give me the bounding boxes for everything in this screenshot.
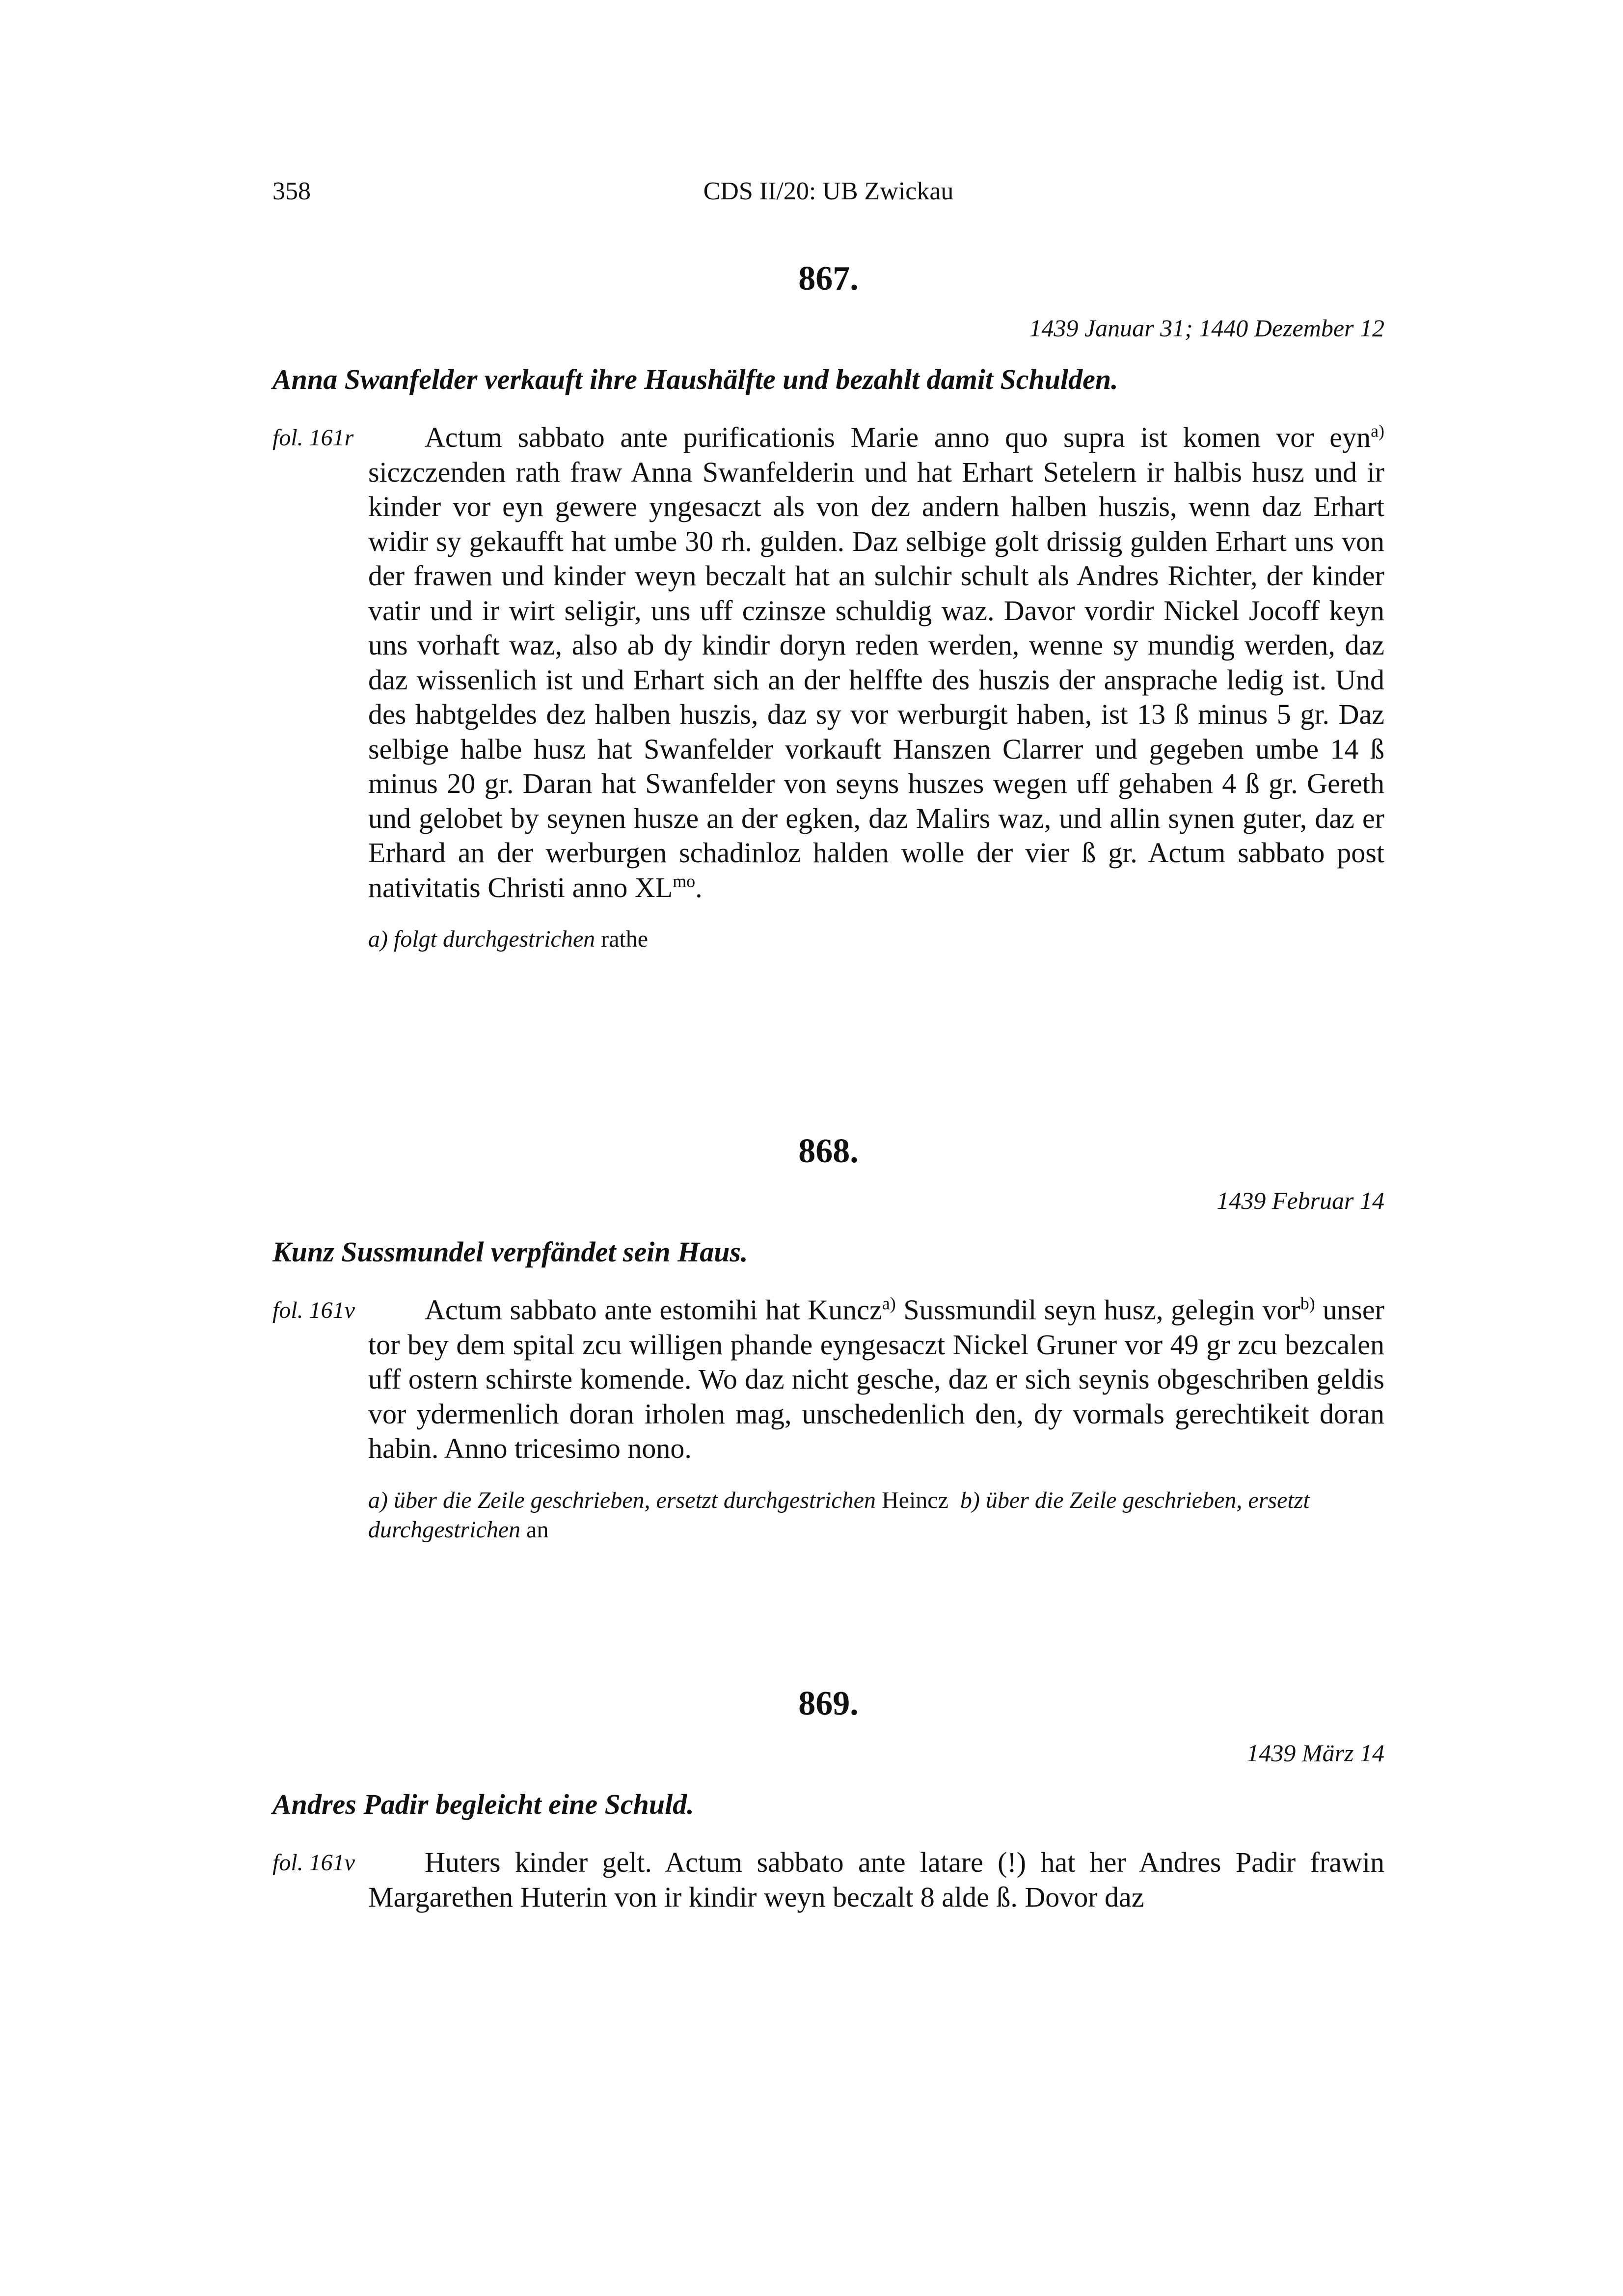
- entry-text: [368, 1293, 1384, 1466]
- document-entry-869: [272, 1684, 1384, 1914]
- text-segment: Actum sabbato ante estomihi hat Kuncz: [425, 1294, 882, 1326]
- entry-date: 1439 Februar 14: [1217, 1187, 1384, 1214]
- footnote: [368, 925, 1384, 954]
- entry-number: 868.: [798, 1132, 859, 1170]
- entry-text: Huters kinder gelt. Actum sabbato ante latare (!) hat her Andres Padir frawin Margarethen Huterin von ir kindir weyn beczalt 8 alde ß. Dovor daz: [368, 1846, 1384, 1913]
- entry-number: 867.: [798, 260, 859, 298]
- text-segment: Actum sabbato ante purificationis Marie anno quo supra ist komen vor eyn: [425, 421, 1371, 453]
- footnote-marker: a): [1371, 421, 1384, 441]
- footnote-label: a) über die Zeile geschrieben, ersetzt durchgestrichen: [368, 1487, 876, 1513]
- footnote-word: an: [526, 1516, 549, 1543]
- footnote: [368, 1486, 1384, 1545]
- footnote-marker: b): [1300, 1293, 1315, 1313]
- footnote-word: rathe: [601, 926, 649, 952]
- text-segment: siczczenden rath fraw Anna Swanfelderin und hat Erhart Setelern ir halbis husz und ir kinder vor eyn gewere yngesaczt als von dez andern halben huszis, wenn daz Erhart widir sy gekaufft hat umbe 30 rh. gulden. Daz selbige golt drissig gulden Erhart uns von der frawen und kinder weyn beczalt hat an sulchir schult als Andres Richter, der kinder vatir und ir wirt seligir, uns uff czinsze schuldig waz. Davor vordir Nickel Jocoff keyn uns vorhaft waz, also ab dy kindir doryn reden werden, wenne sy mundig werden, daz daz wissenlich ist und Erhart sich an der helffte des huszis der ansprache ledig ist. Und des habtgeldes dez halben huszis, daz sy vor werburgit haben, ist 13 ß minus 5 gr. Daz selbige halbe husz hat Swanfelder vorkauft Hanszen Clarrer und gegeben umbe 14 ß minus 20 gr. Daran hat Swanfelder von seyns huszes wegen uff gehaben 4 ß gr. Gereth und gelobet by seynen husze an der egken, daz Malirs waz, und allin synen guter, daz er Erhard an der werburgen schadinloz halden wolle der vier ß gr. Actum sabbato post nativitatis Christi anno XL: [368, 456, 1384, 903]
- entry-title: Kunz Sussmundel verpfändet sein Haus.: [272, 1236, 748, 1268]
- footnote-label: a) folgt durchgestrichen: [368, 926, 595, 952]
- footnote-label: b) über die Zeile geschrieben, ersetzt durchgestrichen: [368, 1487, 1310, 1543]
- entry-body: [272, 420, 1384, 905]
- folio-reference: fol. 161r: [272, 425, 354, 451]
- text-segment: .: [695, 871, 703, 903]
- text-segment: Sussmundil seyn husz, gelegin vor: [895, 1294, 1300, 1326]
- entry-title: Anna Swanfelder verkauft ihre Haushälfte und bezahlt damit Schulden.: [272, 363, 1118, 395]
- folio-reference: fol. 161v: [272, 1850, 355, 1876]
- entry-date: 1439 März 14: [1246, 1739, 1384, 1767]
- entry-title: Andres Padir begleicht eine Schuld.: [272, 1788, 694, 1820]
- entry-body: [272, 1845, 1384, 1914]
- page-number: 358: [272, 177, 311, 205]
- entry-body: [272, 1293, 1384, 1466]
- entry-number: 869.: [798, 1685, 859, 1722]
- document-entry-867: [272, 259, 1384, 954]
- entry-date: 1439 Januar 31; 1440 Dezember 12: [1029, 314, 1384, 342]
- footnote-word: Heincz: [881, 1487, 948, 1513]
- document-entry-868: [272, 1132, 1384, 1545]
- text-segment: unser tor bey dem spital zcu willigen phande eyngesaczt Nickel Gruner vor 49 gr zcu bezcalen uff ostern schirste komende. Wo daz nicht gesche, daz er sich seynis obgeschriben geldis vor ydermenlich doran irholen mag, unschedenlich den, dy vormals gerechtikeit doran habin. Anno tricesimo nono.: [368, 1294, 1384, 1464]
- running-title: CDS II/20: UB Zwickau: [703, 177, 954, 205]
- page-header: [272, 177, 1384, 211]
- footnote-marker: a): [882, 1293, 896, 1313]
- superscript: mo: [673, 871, 696, 891]
- entry-text: [368, 420, 1384, 905]
- folio-reference: fol. 161v: [272, 1297, 355, 1323]
